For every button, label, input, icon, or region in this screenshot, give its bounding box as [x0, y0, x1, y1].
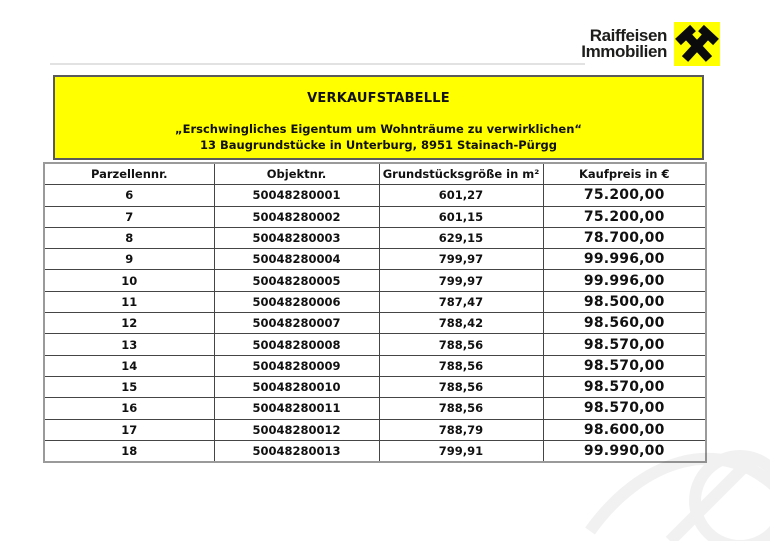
table-row [44, 206, 706, 227]
purchase-price-cell: 98.570,00 [543, 334, 706, 355]
table-row [44, 398, 706, 419]
plot-size-cell: 788,56 [379, 398, 543, 419]
parcel-number-cell: 16 [44, 398, 214, 419]
object-number-cell: 50048280001 [214, 185, 379, 206]
table-row [44, 376, 706, 397]
table-row [44, 249, 706, 270]
table-row [44, 313, 706, 334]
object-number-cell: 50048280004 [214, 249, 379, 270]
purchase-price-cell: 99.990,00 [543, 440, 706, 462]
object-number-cell: 50048280013 [214, 440, 379, 462]
parcel-number-cell: 15 [44, 376, 214, 397]
table-row [44, 355, 706, 376]
plot-size-cell: 629,15 [379, 227, 543, 248]
purchase-price-cell: 75.200,00 [543, 206, 706, 227]
parcel-number-cell: 9 [44, 249, 214, 270]
purchase-price-cell: 78.700,00 [543, 227, 706, 248]
plot-size-cell: 799,97 [379, 249, 543, 270]
purchase-price-cell: 98.570,00 [543, 355, 706, 376]
parcel-number-cell: 12 [44, 313, 214, 334]
raiffeisen-immobilien-logo [581, 22, 720, 66]
table-row [44, 334, 706, 355]
page-title: VERKAUFSTABELLE [307, 91, 450, 106]
sales-table [43, 162, 707, 463]
column-header-parcel: Parzellennr. [44, 163, 214, 185]
table-row [44, 440, 706, 462]
object-number-cell: 50048280010 [214, 376, 379, 397]
raiffeisen-giebelkreuz-icon [674, 22, 720, 66]
letterhead-divider [50, 63, 585, 65]
table-row [44, 270, 706, 291]
parcel-number-cell: 10 [44, 270, 214, 291]
column-header-object: Objektnr. [214, 163, 379, 185]
object-number-cell: 50048280003 [214, 227, 379, 248]
parcel-number-cell: 8 [44, 227, 214, 248]
slogan-text: „Erschwingliches Eigentum um Wohnträume zu verwirklichen“ [175, 122, 582, 136]
plot-size-cell: 601,15 [379, 206, 543, 227]
plot-size-cell: 787,47 [379, 291, 543, 312]
purchase-price-cell: 99.996,00 [543, 270, 706, 291]
plot-size-cell: 788,56 [379, 355, 543, 376]
purchase-price-cell: 98.570,00 [543, 376, 706, 397]
plot-size-cell: 601,27 [379, 185, 543, 206]
object-number-cell: 50048280012 [214, 419, 379, 440]
logo-wordmark [581, 28, 667, 60]
parcel-number-cell: 6 [44, 185, 214, 206]
parcel-number-cell: 14 [44, 355, 214, 376]
plot-size-cell: 788,42 [379, 313, 543, 334]
object-number-cell: 50048280005 [214, 270, 379, 291]
table-body [44, 185, 706, 462]
column-header-price: Kaufpreis in € [543, 163, 706, 185]
purchase-price-cell: 98.500,00 [543, 291, 706, 312]
purchase-price-cell: 98.560,00 [543, 313, 706, 334]
table-row [44, 185, 706, 206]
parcel-number-cell: 18 [44, 440, 214, 462]
table-header-row [44, 163, 706, 185]
parcel-number-cell: 17 [44, 419, 214, 440]
plot-size-cell: 788,56 [379, 334, 543, 355]
object-number-cell: 50048280011 [214, 398, 379, 419]
object-number-cell: 50048280009 [214, 355, 379, 376]
plot-size-cell: 788,56 [379, 376, 543, 397]
logo-line-1: Raiffeisen [589, 26, 667, 45]
plot-size-cell: 799,97 [379, 270, 543, 291]
table-row [44, 291, 706, 312]
parcel-number-cell: 13 [44, 334, 214, 355]
column-header-size: Grundstücksgröße in m² [379, 163, 543, 185]
object-number-cell: 50048280006 [214, 291, 379, 312]
object-number-cell: 50048280007 [214, 313, 379, 334]
table-row [44, 227, 706, 248]
object-number-cell: 50048280002 [214, 206, 379, 227]
purchase-price-cell: 75.200,00 [543, 185, 706, 206]
plot-size-cell: 799,91 [379, 440, 543, 462]
parcel-number-cell: 11 [44, 291, 214, 312]
plot-size-cell: 788,79 [379, 419, 543, 440]
purchase-price-cell: 98.600,00 [543, 419, 706, 440]
object-number-cell: 50048280008 [214, 334, 379, 355]
logo-line-2: Immobilien [581, 42, 667, 61]
location-text: 13 Baugrundstücke in Unterburg, 8951 Stainach-Pürgg [199, 138, 557, 152]
purchase-price-cell: 99.996,00 [543, 249, 706, 270]
announcement-box [53, 75, 704, 160]
parcel-number-cell: 7 [44, 206, 214, 227]
table-row [44, 419, 706, 440]
purchase-price-cell: 98.570,00 [543, 398, 706, 419]
